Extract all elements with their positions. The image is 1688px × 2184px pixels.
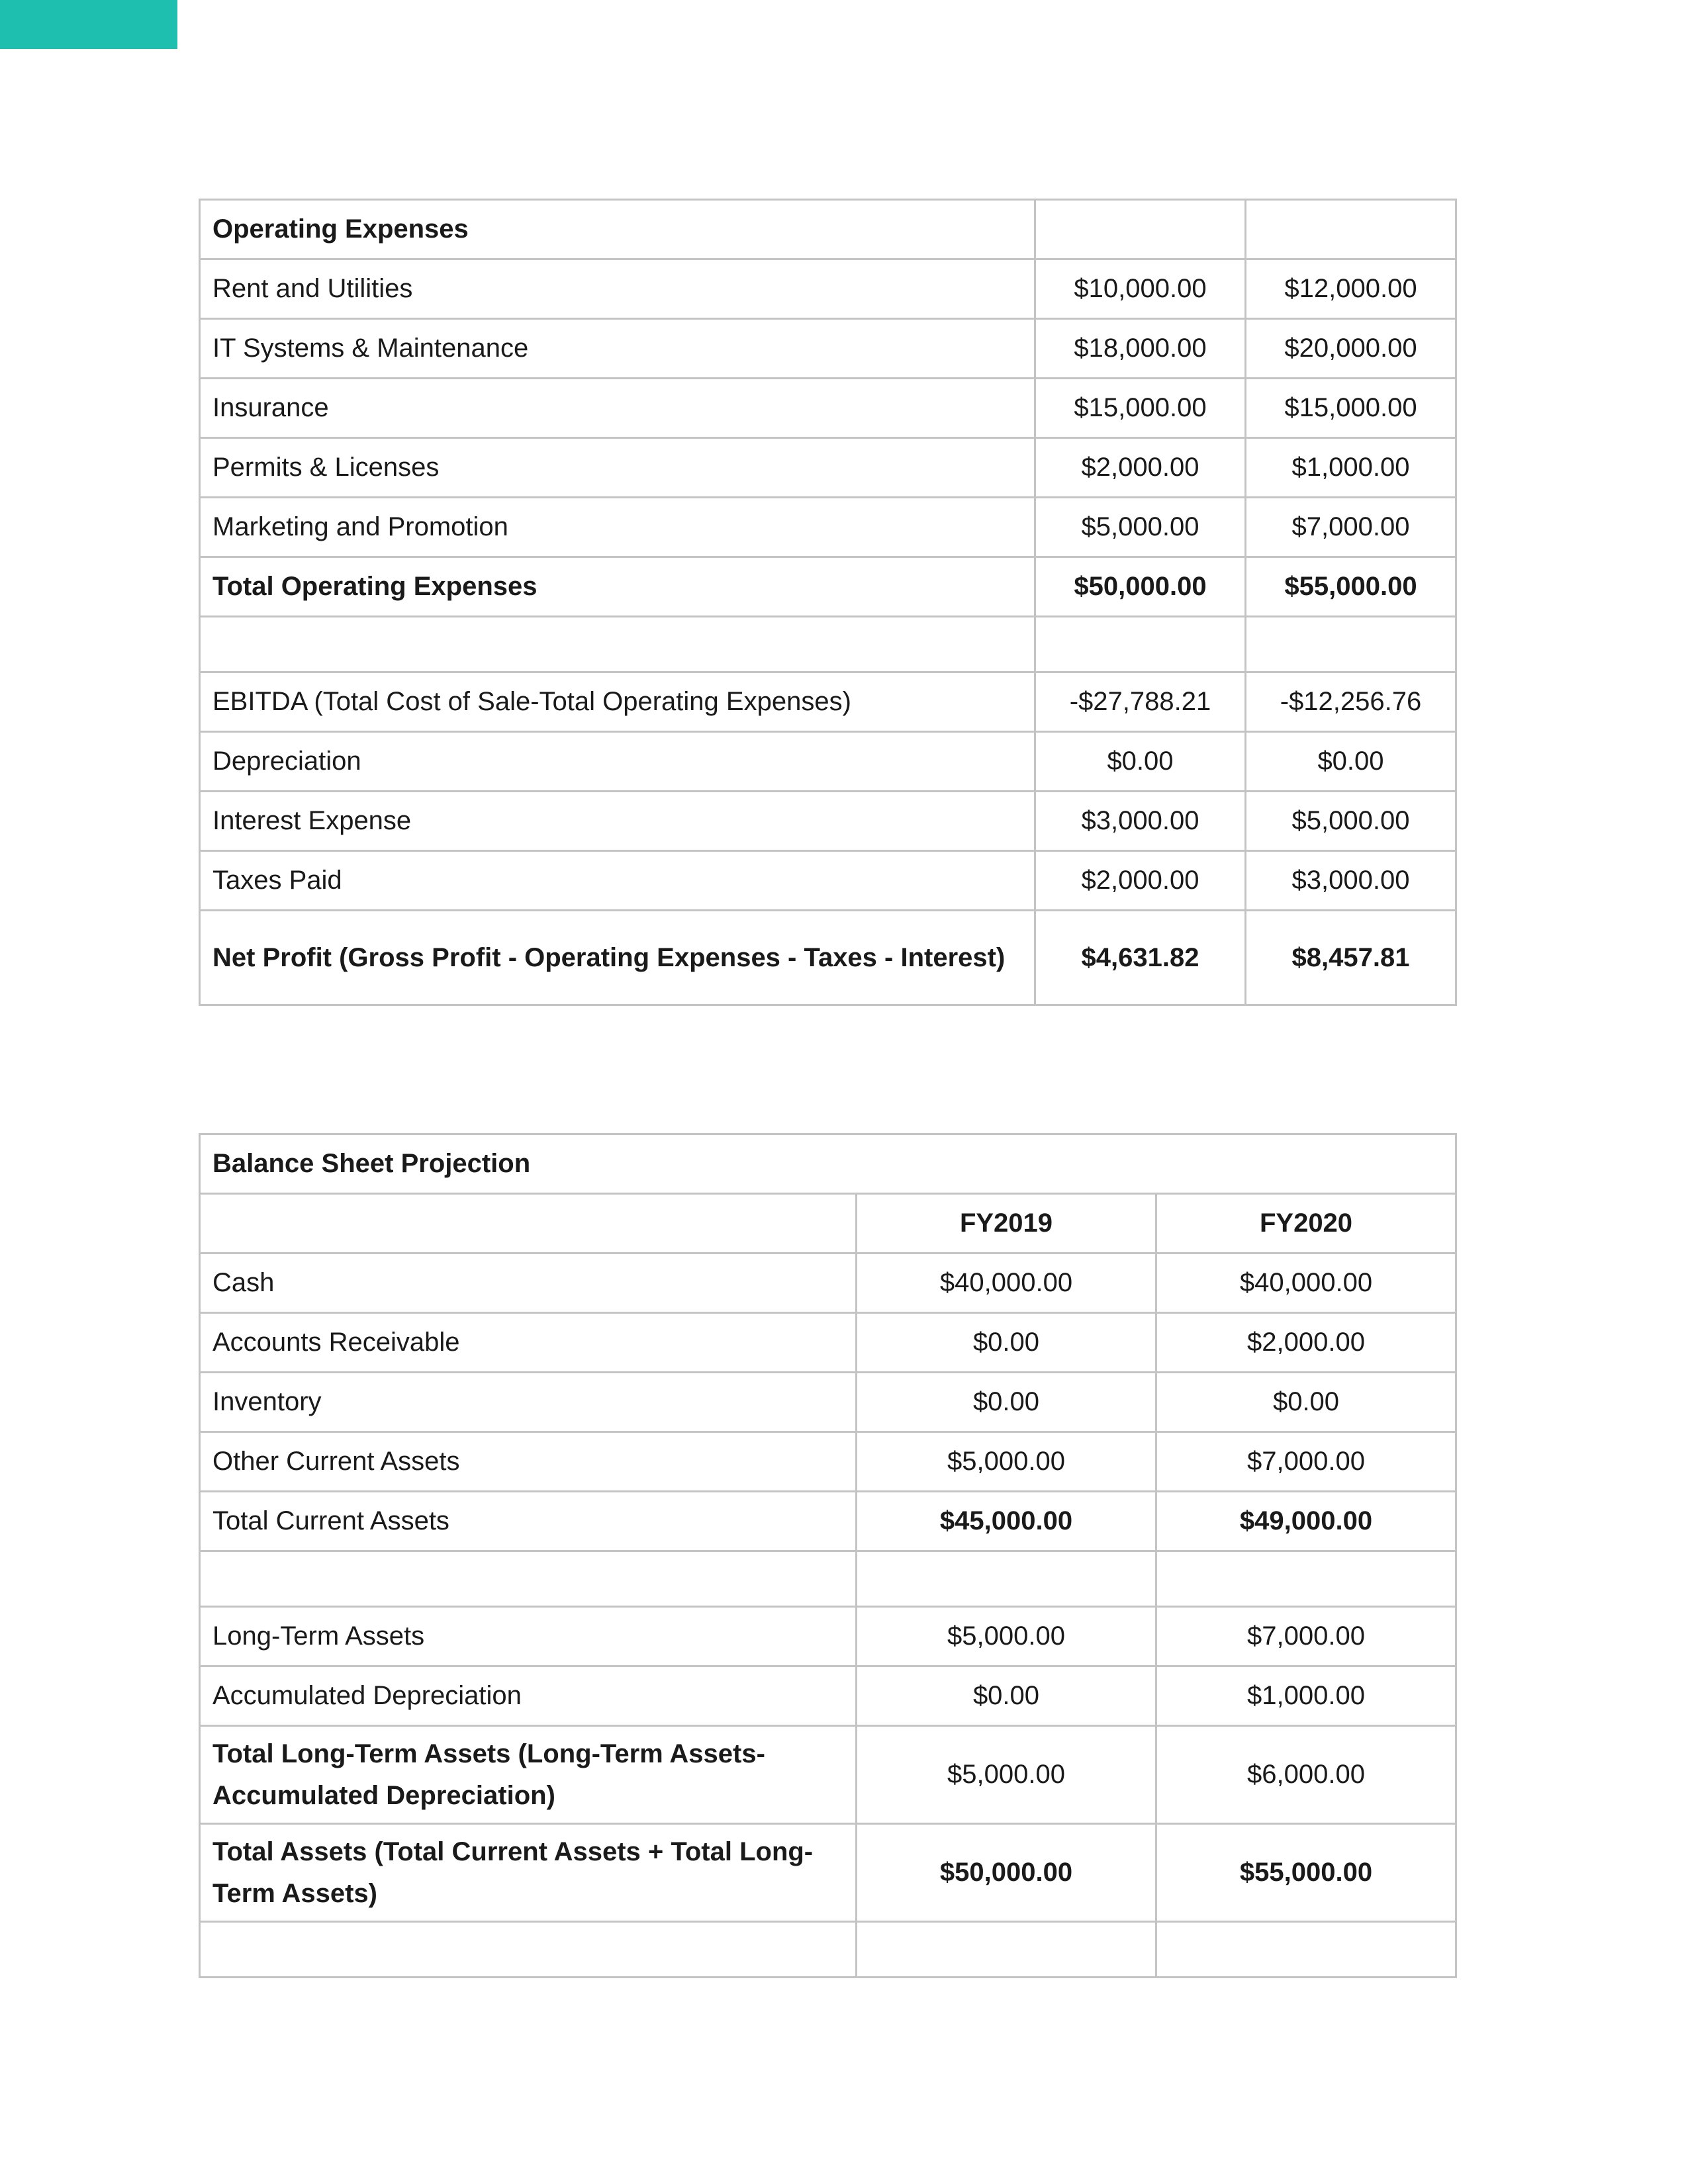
row-value-2: $40,000.00 — [1156, 1253, 1456, 1313]
row-value-2: $1,000.00 — [1246, 438, 1456, 498]
row-value-1: $10,000.00 — [1035, 259, 1246, 319]
table-row — [200, 1313, 1456, 1373]
row-value-2: $12,000.00 — [1246, 259, 1456, 319]
row-label: Insurance — [200, 379, 1035, 438]
row-label: Accounts Receivable — [200, 1313, 857, 1373]
row-value-1: $50,000.00 — [857, 1824, 1156, 1922]
total-assets-row — [200, 1824, 1456, 1922]
empty-row — [200, 617, 1456, 672]
row-label — [200, 1726, 857, 1824]
row-value-2: $7,000.00 — [1156, 1432, 1456, 1492]
header-cell — [1035, 200, 1246, 259]
row-label: Marketing and Promotion — [200, 498, 1035, 557]
table-row — [200, 1666, 1456, 1726]
table-row — [200, 851, 1456, 911]
row-value-1: $5,000.00 — [857, 1726, 1156, 1824]
table-row — [200, 1607, 1456, 1666]
column-header-fy2020: FY2020 — [1156, 1194, 1456, 1253]
label-line: Total Assets (Total Current Assets + Total Long- — [212, 1837, 814, 1866]
total-row — [200, 1492, 1456, 1551]
row-value-2: $6,000.00 — [1156, 1726, 1456, 1824]
empty-cell — [200, 1551, 857, 1607]
row-value-2: $55,000.00 — [1246, 557, 1456, 617]
header-cell — [1246, 200, 1456, 259]
row-value-2: $5,000.00 — [1246, 792, 1456, 851]
row-value-2: $1,000.00 — [1156, 1666, 1456, 1726]
label-line: Total Long-Term Assets (Long-Term Assets- — [212, 1739, 765, 1768]
row-label: Accumulated Depreciation — [200, 1666, 857, 1726]
row-value-2: $49,000.00 — [1156, 1492, 1456, 1551]
row-value-2: $8,457.81 — [1246, 911, 1456, 1005]
table-row — [200, 379, 1456, 438]
row-value-2: $7,000.00 — [1156, 1607, 1456, 1666]
table-row — [200, 732, 1456, 792]
table-row — [200, 438, 1456, 498]
row-value-2: $20,000.00 — [1246, 319, 1456, 379]
empty-cell — [200, 617, 1035, 672]
table-row — [200, 498, 1456, 557]
column-header-fy2019: FY2019 — [857, 1194, 1156, 1253]
row-value-1: $5,000.00 — [857, 1432, 1156, 1492]
table-row — [200, 319, 1456, 379]
row-label: Rent and Utilities — [200, 259, 1035, 319]
row-value-1: $2,000.00 — [1035, 438, 1246, 498]
row-value-2: $3,000.00 — [1246, 851, 1456, 911]
table-title-row — [200, 1134, 1456, 1194]
row-value-1: $5,000.00 — [1035, 498, 1246, 557]
row-value-1: -$27,788.21 — [1035, 672, 1246, 732]
net-profit-row — [200, 911, 1456, 1005]
label-line: Accumulated Depreciation) — [212, 1780, 555, 1810]
total-long-term-row — [200, 1726, 1456, 1824]
row-label: IT Systems & Maintenance — [200, 319, 1035, 379]
row-label: Total Operating Expenses — [200, 557, 1035, 617]
row-value-1: $18,000.00 — [1035, 319, 1246, 379]
row-label: Permits & Licenses — [200, 438, 1035, 498]
row-value-1: $3,000.00 — [1035, 792, 1246, 851]
row-label: Cash — [200, 1253, 857, 1313]
row-value-2: -$12,256.76 — [1246, 672, 1456, 732]
table-row — [200, 259, 1456, 319]
table-title: Operating Expenses — [200, 200, 1035, 259]
accent-bar — [0, 0, 177, 49]
row-value-2: $0.00 — [1156, 1373, 1456, 1432]
row-value-2: $55,000.00 — [1156, 1824, 1456, 1922]
row-label: Long-Term Assets — [200, 1607, 857, 1666]
empty-cell — [857, 1922, 1156, 1978]
row-value-1: $0.00 — [857, 1666, 1156, 1726]
row-value-2: $7,000.00 — [1246, 498, 1456, 557]
table-title: Balance Sheet Projection — [200, 1134, 1456, 1194]
empty-cell — [1035, 617, 1246, 672]
empty-cell — [200, 1922, 857, 1978]
row-label: Depreciation — [200, 732, 1035, 792]
row-value-1: $45,000.00 — [857, 1492, 1156, 1551]
table-row — [200, 1373, 1456, 1432]
row-value-1: $0.00 — [857, 1373, 1156, 1432]
empty-cell — [200, 1194, 857, 1253]
label-line: Term Assets) — [212, 1878, 377, 1908]
empty-row — [200, 1551, 1456, 1607]
row-label: Taxes Paid — [200, 851, 1035, 911]
row-value-1: $4,631.82 — [1035, 911, 1246, 1005]
empty-cell — [1246, 617, 1456, 672]
row-value-2: $15,000.00 — [1246, 379, 1456, 438]
row-label: Interest Expense — [200, 792, 1035, 851]
table-header-row — [200, 200, 1456, 259]
empty-cell — [857, 1551, 1156, 1607]
row-label: Other Current Assets — [200, 1432, 857, 1492]
row-value-1: $15,000.00 — [1035, 379, 1246, 438]
row-value-2: $0.00 — [1246, 732, 1456, 792]
row-value-1: $5,000.00 — [857, 1607, 1156, 1666]
row-value-1: $0.00 — [857, 1313, 1156, 1373]
empty-row — [200, 1922, 1456, 1978]
row-label: Inventory — [200, 1373, 857, 1432]
row-value-1: $50,000.00 — [1035, 557, 1246, 617]
row-label: EBITDA (Total Cost of Sale-Total Operating Expenses) — [200, 672, 1035, 732]
balance-sheet-table — [199, 1133, 1457, 1978]
row-value-1: $2,000.00 — [1035, 851, 1246, 911]
row-value-2: $2,000.00 — [1156, 1313, 1456, 1373]
operating-expenses-table — [199, 199, 1457, 1006]
table-row — [200, 672, 1456, 732]
row-label: Net Profit (Gross Profit - Operating Expenses - Taxes - Interest) — [200, 911, 1035, 1005]
table-row — [200, 792, 1456, 851]
total-row — [200, 557, 1456, 617]
row-label: Total Current Assets — [200, 1492, 857, 1551]
row-value-1: $0.00 — [1035, 732, 1246, 792]
empty-cell — [1156, 1551, 1456, 1607]
table-header-row — [200, 1194, 1456, 1253]
row-value-1: $40,000.00 — [857, 1253, 1156, 1313]
table-row — [200, 1253, 1456, 1313]
row-label — [200, 1824, 857, 1922]
empty-cell — [1156, 1922, 1456, 1978]
table-row — [200, 1432, 1456, 1492]
